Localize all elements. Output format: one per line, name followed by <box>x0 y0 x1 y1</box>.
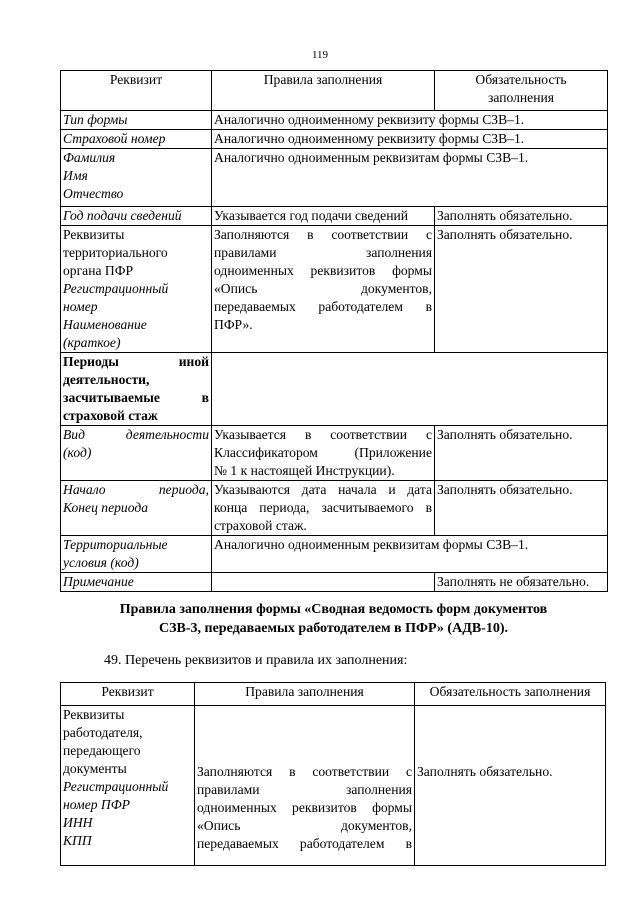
header-requisite: Реквизит <box>61 683 195 706</box>
row-insurance-number-rule: Аналогично одноименному реквизиту формы СЗВ–1. <box>212 130 608 149</box>
row-period-dates-rule: Указываются дата начала и дата конца периода, засчитываемого в страховой стаж. <box>212 481 435 536</box>
row-pfr-office-required: Заполнять обязательно. <box>435 226 608 353</box>
requisites-table-szv3 <box>60 70 608 592</box>
table-row <box>61 353 608 426</box>
row-periods-name: Периоды иной деятельности, засчитываемые в страховой стаж <box>61 353 212 426</box>
row-insurance-number-name: Страховой номер <box>61 130 212 149</box>
table-row <box>61 536 608 573</box>
row-activity-type-rule: Указывается в соответствии с Классификатором (Приложение № 1 к настоящей Инструкции). <box>212 426 435 481</box>
table-header-row <box>61 71 608 111</box>
row-form-type-name: Тип формы <box>61 111 212 130</box>
row-note-rule-empty <box>212 573 435 592</box>
header-rules: Правила заполнения <box>195 683 415 706</box>
table-row <box>61 573 608 592</box>
row-year-required: Заполнять обязательно. <box>435 207 608 226</box>
table-row <box>61 226 608 353</box>
table-row <box>61 207 608 226</box>
section-caption: Правила заполнения формы «Сводная ведомость форм документов СЗВ-3, передаваемых работодателем в ПФР» (АДВ-10). <box>119 602 548 636</box>
table-row <box>61 481 608 536</box>
row-territorial-name: Территориальные условия (код) <box>61 536 212 573</box>
paragraph-49: 49. Перечень реквизитов и правила их заполнения: <box>104 653 408 668</box>
header-requisite: Реквизит <box>61 71 212 111</box>
row-fio-rule: Аналогично одноименным реквизитам формы СЗВ–1. <box>212 149 608 207</box>
row-period-dates-required: Заполнять обязательно. <box>435 481 608 536</box>
requisites-table-adv10 <box>60 682 606 866</box>
row-activity-type-name: Вид деятельности (код) <box>61 426 212 481</box>
row-note-required: Заполнять не обязательно. <box>435 573 608 592</box>
row-form-type-rule: Аналогично одноименному реквизиту формы СЗВ–1. <box>212 111 608 130</box>
row-pfr-office-rule: Заполняются в соответствии с правилами заполнения одноименных реквизитов формы «Опись документов, передаваемых работодателем в ПФР». <box>212 226 435 353</box>
row-periods-empty <box>212 353 608 426</box>
table-row <box>61 149 608 207</box>
table-row <box>61 426 608 481</box>
header-required: Обязательность заполнения <box>435 71 608 111</box>
row-employer-required: Заполнять обязательно. <box>415 706 606 866</box>
row-fio-name: Фамилия Имя Отчество <box>61 149 212 207</box>
table-row <box>61 706 606 866</box>
header-rules: Правила заполнения <box>212 71 435 111</box>
row-period-dates-name: Начало периода, Конец периода <box>61 481 212 536</box>
header-required: Обязательность заполнения <box>415 683 606 706</box>
table-row <box>61 111 608 130</box>
row-activity-type-required: Заполнять обязательно. <box>435 426 608 481</box>
page-number: 119 <box>311 49 329 61</box>
row-territorial-rule: Аналогично одноименным реквизитам формы СЗВ–1. <box>212 536 608 573</box>
row-year-rule: Указывается год подачи сведений <box>212 207 435 226</box>
table-row <box>61 130 608 149</box>
table-header-row <box>61 683 606 706</box>
row-year-name: Год подачи сведений <box>61 207 212 226</box>
row-employer-name: Реквизиты работодателя, передающего документы Регистрационный номер ПФР ИНН КПП <box>61 706 195 866</box>
row-note-name: Примечание <box>61 573 212 592</box>
row-employer-rule: Заполняются в соответствии с правилами заполнения одноименных реквизитов формы «Опись документов, передаваемых работодателем в <box>195 706 415 866</box>
row-pfr-office-name: Реквизиты территориального органа ПФР Регистрационный номер Наименование (краткое) <box>61 226 212 353</box>
